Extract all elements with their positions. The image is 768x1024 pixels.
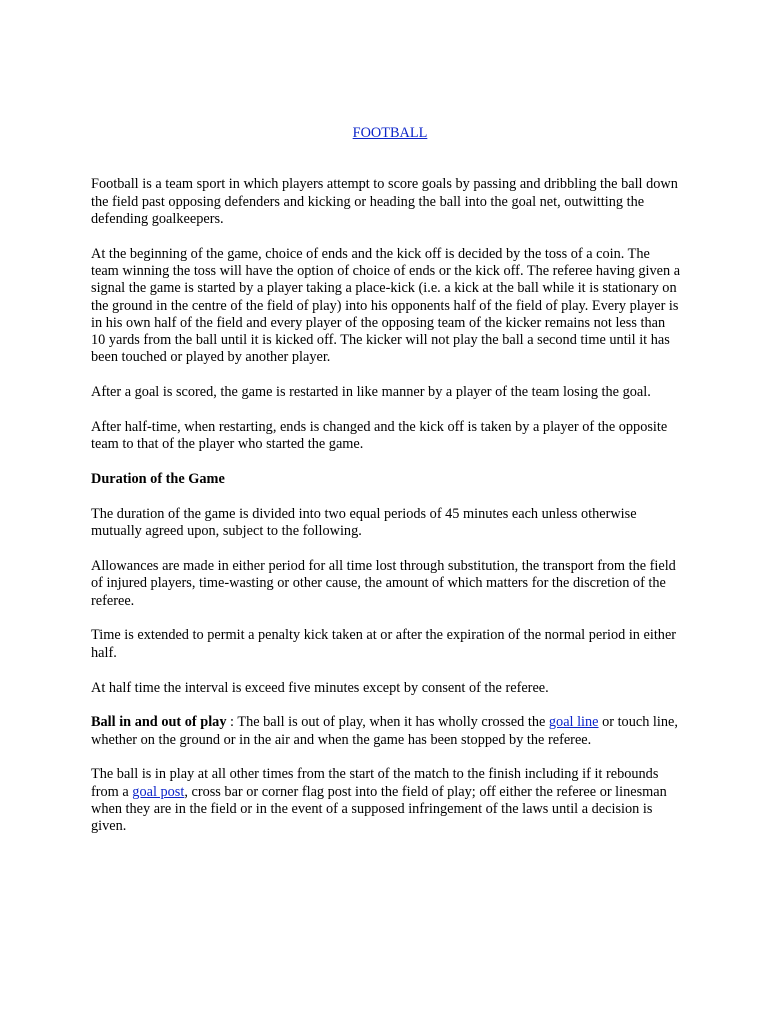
duration-heading: Duration of the Game: [91, 471, 225, 488]
in-play-paragraph: [91, 766, 681, 835]
in-play-text-before: The ball is in play at all other times from the start of the match to the finish including if it rebounds from a: [91, 766, 659, 800]
ball-play-label: Ball in and out of play: [91, 714, 227, 731]
in-play-text-after: , cross bar or corner flag post into the field of play; off either the referee or linesman when they are in the field or in the event of a supposed infringement of the laws until a decision is given.: [91, 783, 667, 835]
kickoff-paragraph: At the beginning of the game, choice of ends and the kick off is decided by the toss of a coin. The team winning the toss will have the option of choice of ends or the kick off. The referee having given a signal the game is started by a player taking a place-kick (i.e. a kick at the ball while it is stationary on the ground in the centre of the field of play) into his opponents half of the field of play. Every player is in his own half of the field and every player of the opposing team of the kicker remains not less than 10 yards from the ball until it is kicked off. The kicker will not play the ball a second time until it has been touched or played by another player.: [91, 245, 681, 366]
title-container: [91, 125, 681, 142]
duration-paragraph: The duration of the game is divided into two equal periods of 45 minutes each unless otherwise mutually agreed upon, subject to the following.: [91, 505, 637, 540]
intro-paragraph: Football is a team sport in which players attempt to score goals by passing and dribbling the ball down the field past opposing defenders and kicking or heading the ball into the goal net, outwitting the defending goalkeepers.: [91, 176, 678, 227]
interval-paragraph: At half time the interval is exceed five minutes except by consent of the referee.: [91, 679, 549, 696]
ball-play-text-before: : The ball is out of play, when it has wholly crossed the: [226, 714, 549, 731]
extended-paragraph: Time is extended to permit a penalty kick taken at or after the expiration of the normal period in either half.: [91, 627, 677, 661]
ball-play-text-after: or touch line, whether on the ground or in the air and when the game has been stopped by the referee.: [91, 714, 678, 748]
goal-post-link[interactable]: goal post: [132, 783, 185, 800]
document-page: [91, 125, 681, 853]
allowances-paragraph: Allowances are made in either period for all time lost through substitution, the transport from the field of injured players, time-wasting or other cause, the amount of which matters for the discretion of the referee.: [91, 558, 676, 609]
goal-line-link[interactable]: goal line: [548, 714, 599, 731]
title-link[interactable]: FOOTBALL: [352, 125, 428, 141]
ball-play-paragraph: [91, 714, 681, 749]
after-goal-paragraph: After a goal is scored, the game is restarted in like manner by a player of the team losing the goal.: [91, 384, 651, 401]
half-time-paragraph: After half-time, when restarting, ends is changed and the kick off is taken by a player of the opposite team to that of the player who started the game.: [91, 419, 668, 453]
